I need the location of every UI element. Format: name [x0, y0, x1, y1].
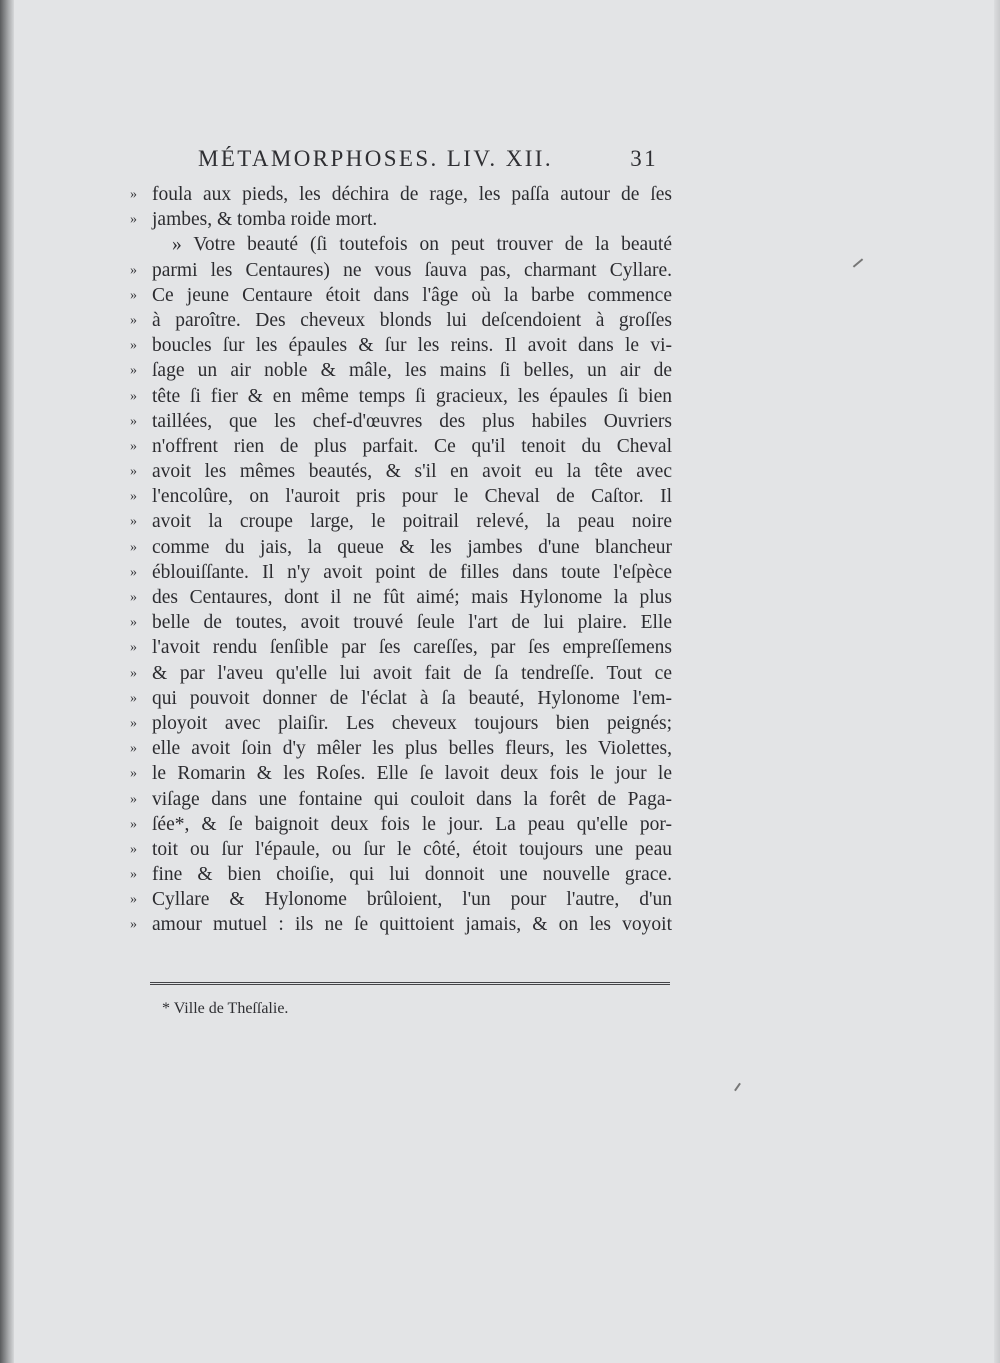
- text-line: [130, 711, 672, 736]
- footnote-rule: [150, 982, 670, 985]
- running-head: [198, 146, 658, 176]
- quote-mark: »: [130, 741, 137, 757]
- text-line: [130, 434, 672, 459]
- line-text: & par l'aveu qu'elle lui avoit fait de ſa tendreſſe. Tout ce: [152, 662, 672, 684]
- line-text: n'offrent rien de plus parfait. Ce qu'il tenoit du Cheval: [152, 435, 672, 457]
- quote-mark: »: [130, 892, 137, 908]
- quote-mark: »: [130, 388, 137, 404]
- quote-mark: »: [130, 615, 137, 631]
- line-text: le Romarin & les Roſes. Elle ſe lavoit deux fois le jour le: [152, 763, 672, 785]
- page-gutter-shadow: [0, 0, 14, 1363]
- paper-blemish: [853, 258, 863, 267]
- quote-mark: »: [130, 766, 137, 782]
- line-text: à paroître. Des cheveux blonds lui deſcendoient à groſſes: [152, 309, 672, 331]
- line-text: Ce jeune Centaure étoit dans l'âge où la barbe commence: [152, 284, 672, 306]
- running-title: MÉTAMORPHOSES. LIV. XII.: [198, 146, 553, 171]
- line-text: elle avoit ſoin d'y mêler les plus belles fleurs, les Violettes,: [152, 738, 672, 760]
- line-text: avoit la croupe large, le poitrail relevé, la peau noire: [152, 511, 672, 533]
- text-line: [130, 207, 672, 232]
- footnote: * Ville de Theſſalie.: [162, 1000, 289, 1017]
- text-line: [130, 459, 672, 484]
- text-line: [130, 736, 672, 761]
- quote-mark: »: [130, 413, 137, 429]
- text-line: [130, 585, 672, 610]
- line-text: comme du jais, la queue & les jambes d'une blancheur: [152, 536, 672, 558]
- line-text: toit ou ſur l'épaule, ou ſur le côté, étoit toujours une peau: [152, 838, 672, 860]
- text-line: [130, 182, 672, 207]
- quote-mark: »: [130, 816, 137, 832]
- quote-mark: »: [130, 867, 137, 883]
- quote-mark: »: [130, 690, 137, 706]
- paper-blemish: [734, 1083, 741, 1092]
- text-line: [130, 837, 672, 862]
- line-text: qui pouvoit donner de l'éclat à ſa beauté, Hylonome l'em-: [152, 687, 672, 709]
- line-text: avoit les mêmes beautés, & s'il en avoit eu la tête avec: [152, 461, 672, 483]
- text-line: [130, 686, 672, 711]
- quote-mark: »: [130, 564, 137, 580]
- quote-mark: »: [130, 262, 137, 278]
- line-text: » Votre beauté (ſi toutefois on peut trouver de la beauté: [172, 234, 672, 256]
- line-text: Cyllare & Hylonome brûloient, l'un pour l'autre, d'un: [152, 889, 672, 911]
- line-text: éblouiſſante. Il n'y avoit point de filles dans toute l'eſpèce: [152, 561, 672, 583]
- line-text: amour mutuel : ils ne ſe quittoient jamais, & on les voyoit: [152, 914, 672, 936]
- quote-mark: »: [130, 438, 137, 454]
- text-line: [130, 535, 672, 560]
- text-line: [130, 333, 672, 358]
- text-line: [130, 635, 672, 660]
- line-text: tête ſi fier & en même temps ſi gracieux, les épaules ſi bien: [152, 385, 672, 407]
- quote-mark: »: [130, 287, 137, 303]
- quote-mark: »: [130, 539, 137, 555]
- quote-mark: »: [130, 464, 137, 480]
- quote-mark: »: [130, 489, 137, 505]
- text-line: [130, 862, 672, 887]
- line-text: ployoit avec plaiſir. Les cheveux toujours bien peignés;: [152, 712, 672, 734]
- quote-mark: »: [130, 791, 137, 807]
- line-text: jambes, & tomba roide mort.: [152, 209, 378, 231]
- text-line: [130, 308, 672, 333]
- line-text: ſée*, & ſe baignoit deux fois le jour. La peau qu'elle por-: [152, 813, 672, 835]
- text-line: [130, 283, 672, 308]
- quote-mark: »: [130, 640, 137, 656]
- text-line: [130, 560, 672, 585]
- quote-mark: »: [130, 363, 137, 379]
- quote-mark: »: [130, 841, 137, 857]
- line-text: ſage un air noble & mâle, les mains ſi belles, un air de: [152, 360, 672, 382]
- page-number: 31: [630, 146, 658, 171]
- line-text: boucles ſur les épaules & ſur les reins. Il avoit dans le vi-: [152, 335, 672, 357]
- line-text: belle de toutes, avoit trouvé ſeule l'art de lui plaire. Elle: [152, 612, 672, 634]
- text-line: [130, 409, 672, 434]
- text-line: [130, 358, 672, 383]
- text-line: [130, 761, 672, 786]
- quote-mark: »: [130, 917, 137, 933]
- main-text: [130, 182, 672, 938]
- quote-mark: »: [130, 514, 137, 530]
- line-text: des Centaures, dont il ne fût aimé; mais Hylonome la plus: [152, 587, 672, 608]
- quote-mark: »: [130, 665, 137, 681]
- text-line: [130, 484, 672, 509]
- quote-mark: »: [130, 590, 137, 605]
- line-text: viſage dans une fontaine qui couloit dans la forêt de Paga-: [152, 788, 672, 810]
- text-line: [130, 509, 672, 534]
- line-text: foula aux pieds, les déchira de rage, les paſſa autour de ſes: [152, 184, 672, 205]
- line-text: parmi les Centaures) ne vous ſauva pas, charmant Cyllare.: [152, 259, 672, 281]
- quote-mark: »: [130, 212, 137, 228]
- text-line: [130, 787, 672, 812]
- line-text: l'avoit rendu ſenſible par ſes careſſes, par ſes empreſſemens: [152, 637, 672, 659]
- quote-mark: »: [130, 338, 137, 354]
- line-text: fine & bien choiſie, qui lui donnoit une nouvelle grace.: [152, 864, 672, 886]
- quote-mark: »: [130, 715, 137, 731]
- text-line: [130, 912, 672, 937]
- text-line: [130, 887, 672, 912]
- quote-mark: »: [130, 187, 137, 202]
- line-text: l'encolûre, on l'auroit pris pour le Cheval de Caſtor. Il: [152, 486, 672, 508]
- quote-mark: »: [130, 312, 137, 328]
- text-line: [130, 258, 672, 283]
- line-text: taillées, que les chef-d'œuvres des plus habiles Ouvriers: [152, 410, 672, 432]
- page-edge: [994, 0, 1000, 1363]
- text-line: [130, 661, 672, 686]
- text-line: [130, 384, 672, 409]
- text-line: [130, 232, 672, 257]
- text-line: [130, 610, 672, 635]
- text-line: [130, 812, 672, 837]
